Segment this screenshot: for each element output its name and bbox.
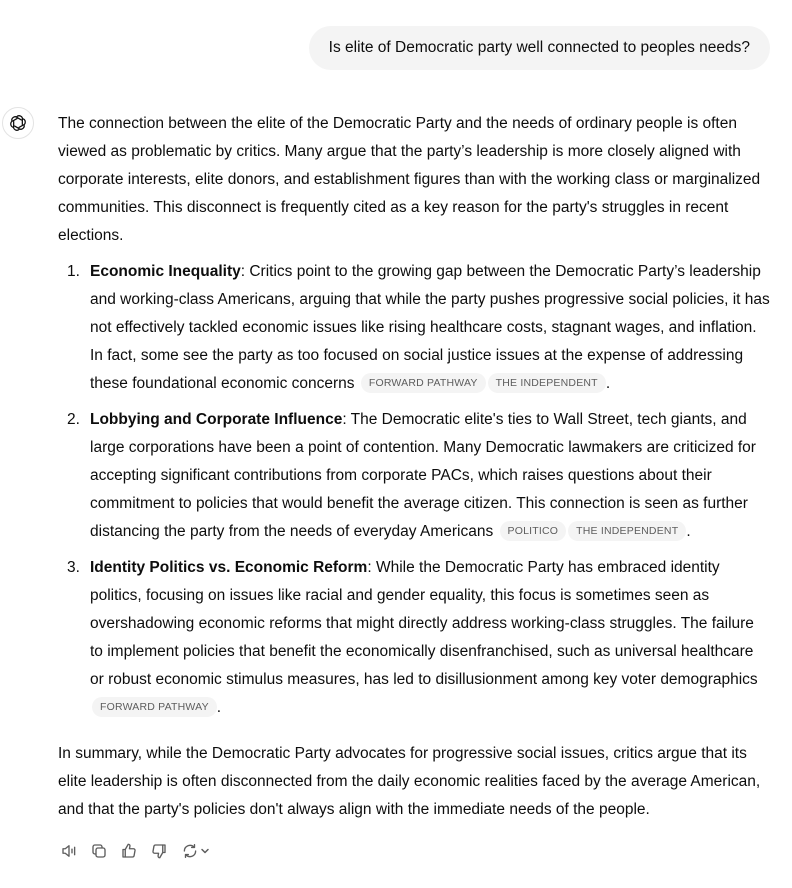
point-text: : Critics point to the growing gap between the Democratic Party’s leadership and working-class Americans, arguing that while the party pushes progressive social policies, it has not effectively tackled economic issues like rising healthcare costs, stagnant wages, and inflation. In fact, some see the party as too focused on social justice issues at the expense of addressing these foundational economic concerns: [90, 263, 770, 392]
point-end: .: [686, 523, 691, 540]
user-message-bubble: Is elite of Democratic party well connected to peoples needs?: [309, 26, 770, 70]
read-aloud-icon: [60, 842, 78, 860]
list-item: [58, 258, 770, 398]
source-chip-the-independent[interactable]: THE INDEPENDENT: [488, 373, 606, 393]
thumbs-down-icon: [150, 842, 168, 860]
list-item: [58, 554, 770, 722]
point-text: : The Democratic elite's ties to Wall Street, tech giants, and large corporations have been a point of contention. Many Democratic lawmakers are criticized for accepting significant contributions from corporate PACs, which raises questions about their commitment to policies that would benefit the average citizen. This connection is seen as further distancing the party from the needs of everyday Americans: [90, 411, 756, 540]
source-chip-politico[interactable]: POLITICO: [500, 521, 567, 541]
chevron-down-icon: [200, 846, 210, 856]
assistant-avatar: [2, 107, 34, 139]
copy-button[interactable]: [88, 840, 110, 862]
list-number: 3.: [67, 559, 80, 576]
read-aloud-button[interactable]: [58, 840, 80, 862]
list-item: [58, 406, 770, 546]
message-actions-bar: [58, 840, 212, 862]
point-title: Lobbying and Corporate Influence: [90, 411, 343, 428]
thumbs-up-icon: [120, 842, 138, 860]
thumbs-down-button[interactable]: [148, 840, 170, 862]
thumbs-up-button[interactable]: [118, 840, 140, 862]
openai-logo-icon: [8, 113, 28, 133]
point-title: Economic Inequality: [90, 263, 241, 280]
point-end: .: [605, 375, 611, 392]
point-title: Identity Politics vs. Economic Reform: [90, 559, 368, 576]
key-points-list: [58, 258, 770, 722]
copy-icon: [90, 842, 108, 860]
response-intro: The connection between the elite of the Democratic Party and the needs of ordinary people is often viewed as problematic by critics. Many argue that the party’s leadership is more closely aligned with corporate interests, elite donors, and establishment figures than with the working class or marginalized communities. This disconnect is frequently cited as a key reason for the party's struggles in recent elections.: [58, 115, 761, 244]
response-summary: In summary, while the Democratic Party advocates for progressive social issues, critics argue that its elite leadership is often disconnected from the daily economic realities faced by the average American, and that the party's policies don't always align with the immediate needs of the people.: [58, 745, 761, 818]
regenerate-button[interactable]: [178, 840, 212, 862]
point-text: : While the Democratic Party has embraced identity politics, focusing on issues like racial and gender equality, this focus is sometimes seen as overshadowing economic reforms that might directly address working-class struggles. The failure to implement policies that benefit the economically disenfranchised, such as universal healthcare or robust economic stimulus measures, has led to disillusionment among key voter demographics: [90, 559, 758, 688]
list-number: 1.: [67, 263, 80, 280]
assistant-response: [58, 110, 770, 824]
list-number: 2.: [67, 411, 80, 428]
source-chip-forward-pathway[interactable]: FORWARD PATHWAY: [361, 373, 486, 393]
source-chip-forward-pathway[interactable]: FORWARD PATHWAY: [92, 697, 217, 717]
regenerate-icon: [181, 842, 199, 860]
point-end: .: [216, 699, 222, 716]
source-chip-the-independent[interactable]: THE INDEPENDENT: [568, 521, 686, 541]
